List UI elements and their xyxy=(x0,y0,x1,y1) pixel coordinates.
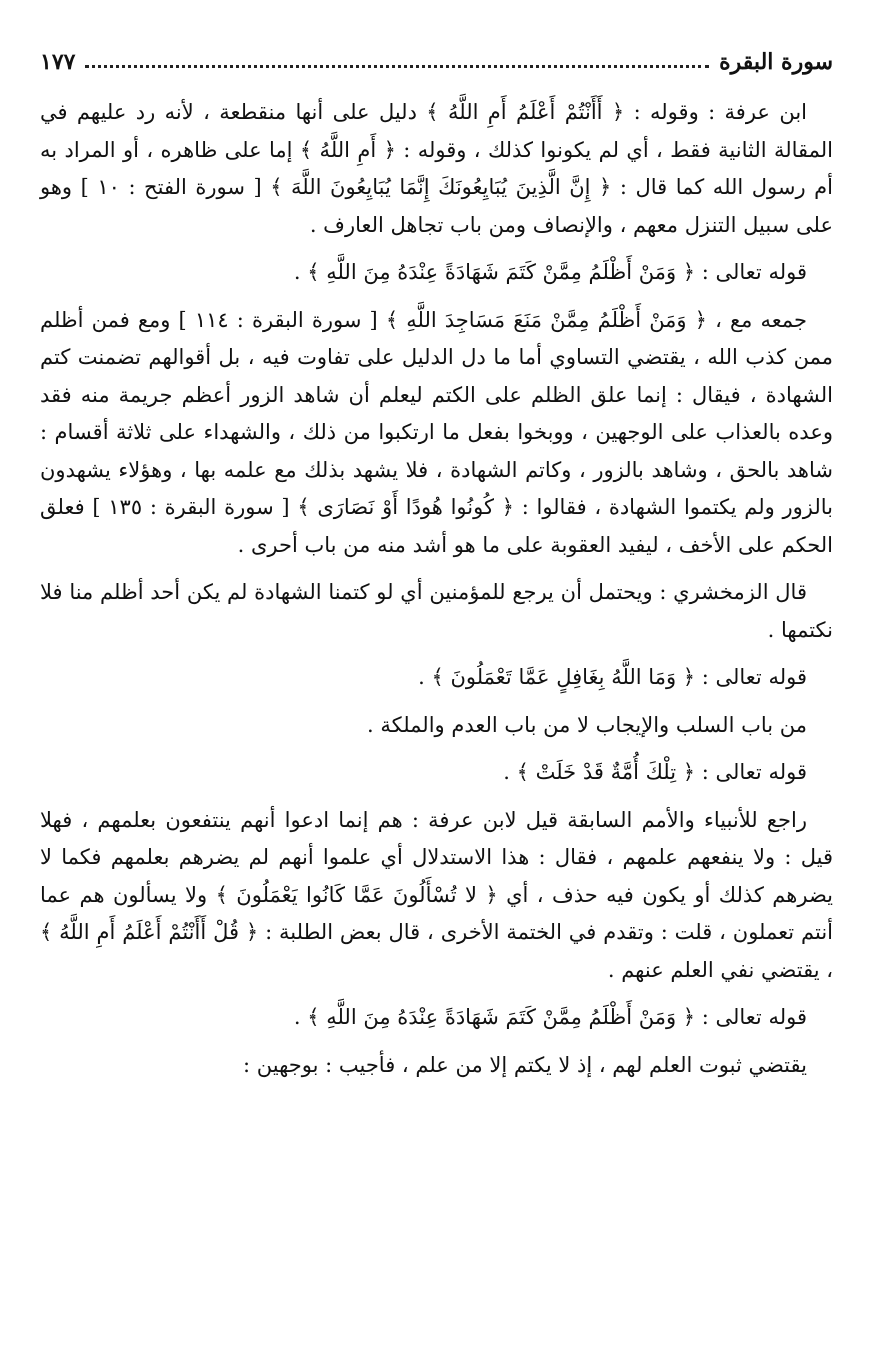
paragraph: من باب السلب والإيجاب لا من باب العدم والملكة . xyxy=(367,712,807,737)
paragraph: راجع للأنبياء والأمم السابقة قيل لابن عرفة : هم إنما ادعوا أنهم ينتفعون بعلمهم ، فهلا قيل : ولا ينفعهم علمهم ، فقال : هذا الاستدلال أي علموا أنهم لم يضرهم بعلمهم فكما لا يضرهم كذلك أو يكون فيه حذف ، أي ﴿ لا تُسْأَلُونَ عَمَّا كَانُوا يَعْمَلُونَ ﴾ ولا يسألون هم عما أنتم تعملون ، قلت : وتقدم في الختمة الأخرى ، قال بعض الطلبة : ﴿ قُلْ أَأَنْتُمْ أَعْلَمُ أَمِ اللَّهُ ﴾ ، يقتضي نفي العلم عنهم . xyxy=(40,807,833,982)
verse-heading: قوله تعالى : ﴿ وَمَنْ أَظْلَمُ مِمَّنْ كَتَمَ شَهَادَةً عِنْدَهُ مِنَ اللَّهِ ﴾ . xyxy=(293,1005,807,1029)
verse-heading: قوله تعالى : ﴿ تِلْكَ أُمَّةٌ قَدْ خَلَتْ ﴾ . xyxy=(503,760,807,784)
book-page xyxy=(40,40,833,1340)
page-number: ١٧٧ xyxy=(40,49,76,75)
page-header xyxy=(40,40,833,76)
verse-heading: قوله تعالى : ﴿ وَمَنْ أَظْلَمُ مِمَّنْ كَتَمَ شَهَادَةً عِنْدَهُ مِنَ اللَّهِ ﴾ . xyxy=(293,260,807,284)
header-dotted-rule xyxy=(85,65,709,68)
paragraph: يقتضي ثبوت العلم لهم ، إذ لا يكتم إلا من علم ، فأجيب : بوجهين : xyxy=(243,1052,807,1077)
paragraph: جمعه مع ، ﴿ وَمَنْ أَظْلَمُ مِمَّنْ مَنَعَ مَسَاجِدَ اللَّهِ ﴾ [ سورة البقرة : ١١٤ ] ومع فمن أظلم ممن كذب الله ، يقتضي التساوي أما ما دل الدليل على تفاوت فيه ، بل أقوالهم تضمنت كتم الشهادة ، فيقال : إنما علق الظلم على الكتم ليعلم أن شاهد الزور أعظم جريمة منه فقد وعده بالعذاب على الوجهين ، ووبخوا بفعل ما ارتكبوا من ذلك ، والشهداء على ثلاثة أقسام : شاهد بالحق ، وشاهد بالزور ، وكاتم الشهادة ، فلا يشهد بذلك مع علمه بها ، وهؤلاء يشهدون بالزور ولم يكتموا الشهادة ، فقالوا : ﴿ كُونُوا هُودًا أَوْ نَصَارَى ﴾ [ سورة البقرة : ١٣٥ ] فعلق الحكم على الأخف ، ليفيد العقوبة على ما هو أشد منه من باب أحرى . xyxy=(40,307,833,557)
verse-heading: قوله تعالى : ﴿ وَمَا اللَّهُ بِغَافِلٍ عَمَّا تَعْمَلُونَ ﴾ . xyxy=(418,665,807,689)
surah-title: سورة البقرة xyxy=(719,49,833,75)
paragraph: ابن عرفة : وقوله : ﴿ أَأَنْتُمْ أَعْلَمُ أَمِ اللَّهُ ﴾ دليل على أنها منقطعة ، لأنه رد عليهم في المقالة الثانية فقط ، أي لم يكونوا كذلك ، وقوله : ﴿ أَمِ اللَّهُ ﴾ إما على ظاهره ، أو المراد به أم رسول الله كما قال : ﴿ إِنَّ الَّذِينَ يُبَايِعُونَكَ إِنَّمَا يُبَايِعُونَ اللَّهَ ﴾ [ سورة الفتح : ١٠ ] وهو على سبيل التنزل معهم ، والإنصاف ومن باب تجاهل العارف . xyxy=(40,100,834,237)
paragraph: قال الزمخشري : ويحتمل أن يرجع للمؤمنين أي لو كتمنا الشهادة لم يكن أحد أظلم منا فلا نكتمها . xyxy=(40,580,833,642)
